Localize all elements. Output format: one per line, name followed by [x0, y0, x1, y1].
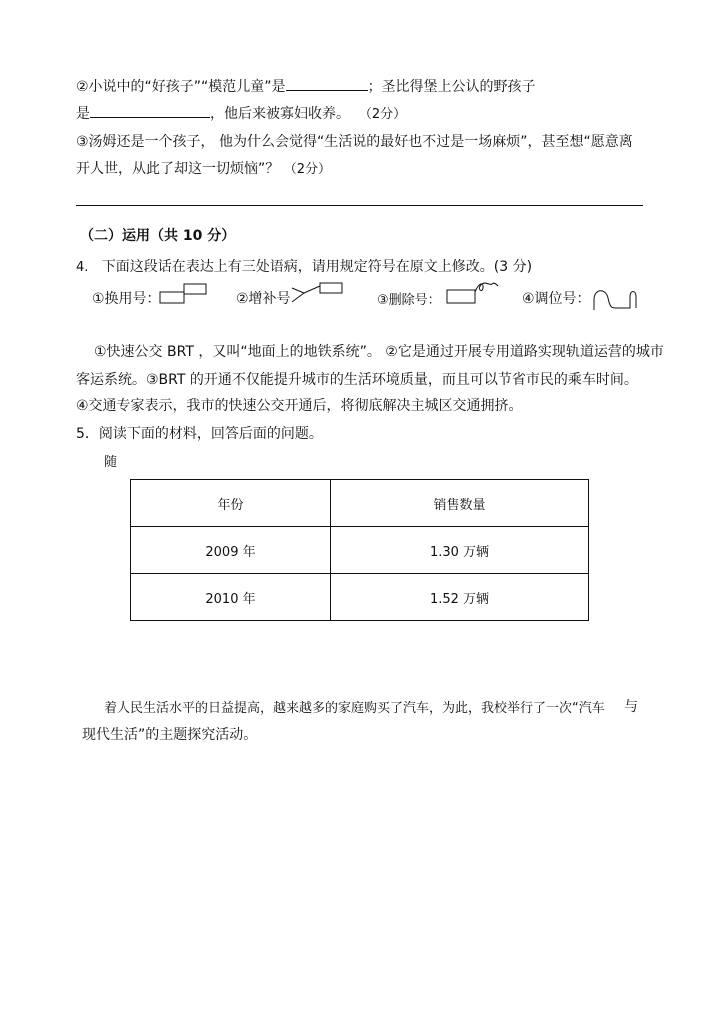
q2-answer-blank-2[interactable] [90, 103, 210, 118]
delete-mark-icon [446, 280, 502, 306]
q3-line2 [76, 158, 331, 178]
q2-line2-prefix: 是 [76, 106, 90, 122]
symbol-transpose-label: ④调位号： [522, 291, 591, 307]
q3-score: （2分） [283, 162, 331, 177]
table-row [131, 527, 589, 574]
q4-number: 4. [76, 260, 89, 275]
q4-paragraph-line2: 客运系统。③BRT 的开通不仅能提升城市的生活环境质量，而且可以节省市民的乘车时间。 [76, 372, 638, 388]
q5-stray-char: 随 [104, 455, 118, 470]
q2-text: ②小说中的“好孩子”“模范儿童”是 [76, 79, 286, 95]
table-header-year: 年份 [131, 480, 331, 527]
table-row [131, 574, 589, 621]
transpose-mark-icon [592, 286, 640, 314]
table-cell-year: 2009 年 [131, 527, 331, 574]
q2-line2-tail: ，他后来被寡妇收养。 [210, 106, 350, 122]
table-cell-sales: 1.30 万辆 [331, 527, 589, 574]
passage-line2: 现代生活”的主题探究活动。 [82, 727, 258, 743]
q2-tail: ；圣比得堡上公认的野孩子 [367, 79, 536, 95]
passage-with: 与 [624, 699, 638, 715]
q2-line1 [76, 76, 536, 96]
q4-prompt: 下面这段话在表达上有三处语病，请用规定符号在原文上修改。(3 分) [101, 259, 533, 275]
q4-prompt-line [76, 256, 532, 276]
q4-paragraph-line1: ①快速公交 BRT ，又叫“地面上的地铁系统”。 ②它是通过开展专用道路实现轨道运营的城市 [94, 344, 664, 360]
insert-mark-icon [290, 282, 346, 306]
table-header-sales: 销售数量 [331, 480, 589, 527]
section-divider [76, 205, 643, 206]
symbol-insert-label: ②增补号 [236, 291, 291, 307]
q3-line1: ③汤姆还是一个孩子， 他为什么会觉得“生活说的最好也不过是一场麻烦”，甚至想“愿意离 [76, 134, 633, 150]
q2-line2 [76, 103, 406, 123]
symbol-delete-label: ③删除号： [377, 293, 441, 308]
replace-mark-icon [159, 283, 209, 305]
q4-paragraph-line3: ④交通专家表示，我市的快速公交开通后，将彻底解决主城区交通拥挤。 [76, 398, 523, 414]
section2-title: （二）运用（共 10 分） [80, 228, 236, 244]
table-header-row [131, 480, 589, 527]
q2-score: （2分） [358, 107, 407, 122]
q3-text-line2: 开人世，从此了却这一切烦恼”？ [76, 161, 280, 177]
table-cell-year: 2010 年 [131, 574, 331, 621]
q2-answer-blank-1[interactable] [286, 76, 368, 91]
symbol-replace-label: ①换用号： [92, 291, 161, 307]
table-cell-sales: 1.52 万辆 [331, 574, 589, 621]
passage-line1: 着人民生活水平的日益提高，越来越多的家庭购买了汽车，为此，我校举行了一次“汽车 [104, 701, 605, 716]
sales-table [130, 479, 589, 621]
q5-prompt: 5．阅读下面的材料，回答后面的问题。 [76, 426, 323, 442]
